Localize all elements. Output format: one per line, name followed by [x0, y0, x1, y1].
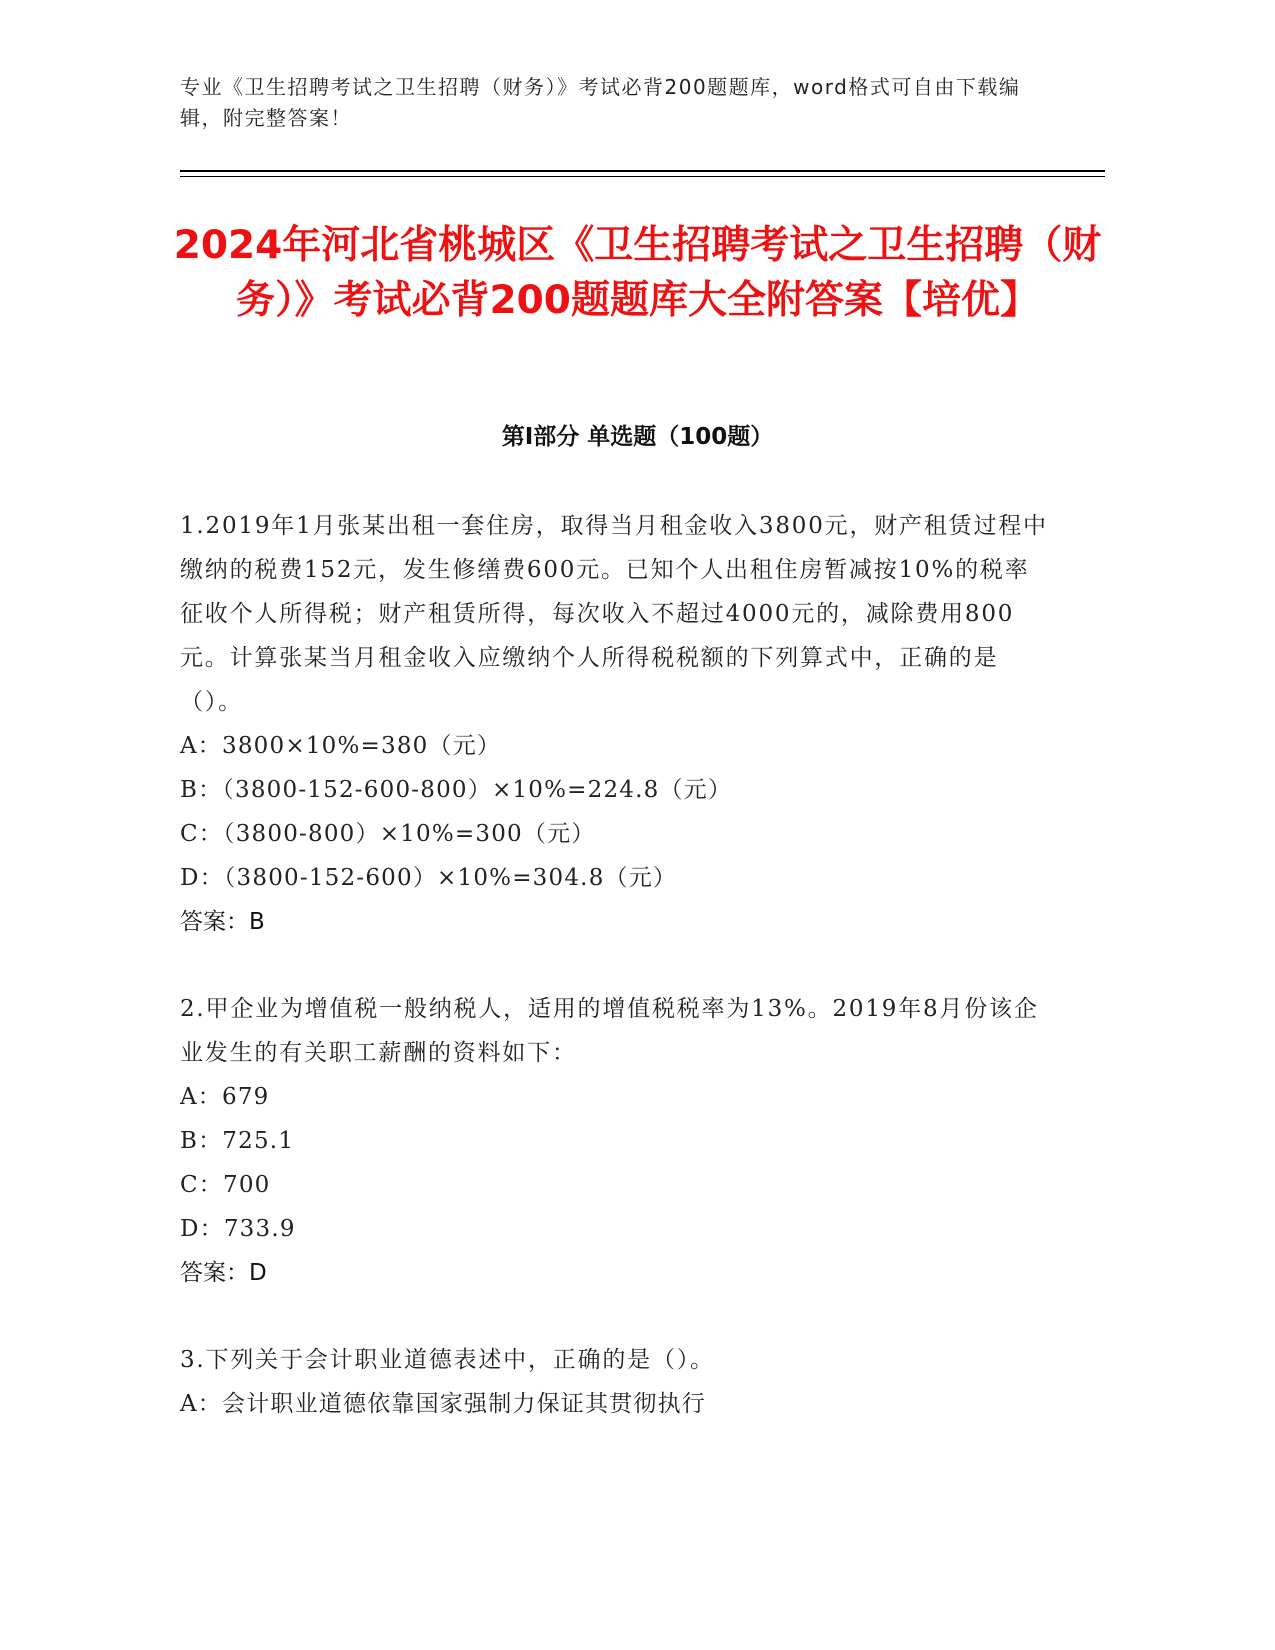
- question-stem: 1.2019年1月张某出租一套住房，取得当月租金收入3800元，财产租赁过程中缴纳的税费152元，发生修缮费600元。已知个人出租住房暂减按10%的税率征收个人所得税；财产租赁所得，每次收入不超过4000元的，减除费用800元。计算张某当月租金收入应缴纳个人所得税税额的下列算式中，正确的是（）。: [180, 513, 1048, 715]
- option-b: B：725.1: [180, 1128, 295, 1154]
- question-list: [180, 504, 1050, 1469]
- question-1: [180, 504, 1050, 944]
- option-a: A：679: [180, 1084, 270, 1110]
- question-3: [180, 1338, 1050, 1426]
- option-b: B：（3800-152-600-800）×10%=224.8（元）: [180, 777, 733, 803]
- header-divider-thin: [180, 176, 1105, 177]
- header-divider-thick: [180, 170, 1105, 172]
- section-heading: 第I部分 单选题（100题）: [501, 424, 774, 450]
- option-a: A：会计职业道德依靠国家强制力保证其贯彻执行: [180, 1391, 707, 1417]
- question-2: [180, 987, 1050, 1295]
- answer-label: 答案：D: [180, 1260, 267, 1286]
- question-stem: 3.下列关于会计职业道德表述中，正确的是（）。: [180, 1347, 715, 1373]
- option-a: A：3800×10%=380（元）: [180, 733, 502, 759]
- option-d: D：733.9: [180, 1216, 296, 1242]
- question-stem: 2.甲企业为增值税一般纳税人，适用的增值税税率为13%。2019年8月份该企业发生的有关职工薪酬的资料如下：: [180, 996, 1039, 1066]
- option-c: C：（3800-800）×10%=300（元）: [180, 821, 596, 847]
- header-note: 专业《卫生招聘考试之卫生招聘（财务）》考试必背200题题库，word格式可自由下载编辑，附完整答案！: [180, 75, 1021, 130]
- answer-label: 答案：B: [180, 909, 265, 935]
- option-c: C：700: [180, 1172, 271, 1198]
- option-d: D：（3800-152-600）×10%=304.8（元）: [180, 865, 678, 891]
- document-title: 2024年河北省桃城区《卫生招聘考试之卫生招聘（财务）》考试必背200题题库大全附答案【培优】: [173, 223, 1102, 323]
